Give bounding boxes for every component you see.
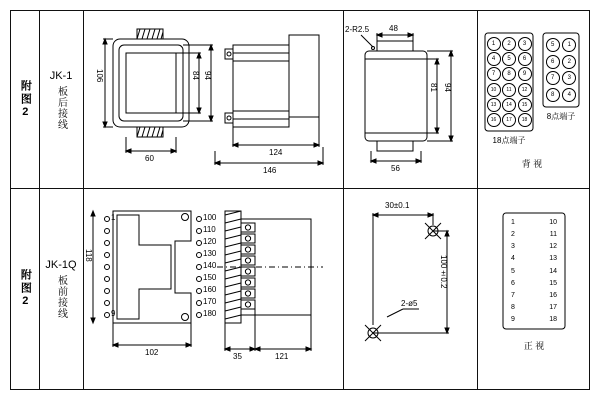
- terminal-2: 2: [511, 231, 515, 239]
- terminal-17: 17: [549, 303, 557, 311]
- row2-terminal-label-120: 120: [203, 237, 217, 246]
- row2-panel-cutout: [343, 189, 477, 389]
- terminal-1: 1: [487, 37, 501, 51]
- terminal-15: 15: [518, 98, 532, 112]
- terminal-row: [543, 71, 579, 85]
- row2-terminal-label-100: 100: [203, 213, 217, 222]
- terminal-row: [543, 38, 579, 52]
- row1-outline-drawing: [83, 11, 343, 188]
- row1-dim-r25: 2-R2.5: [345, 25, 370, 34]
- terminal-6: 6: [518, 52, 532, 66]
- terminal-4: 4: [511, 255, 515, 263]
- row2-terminal-label-1: 1: [111, 213, 116, 222]
- terminal-1b: 1: [562, 38, 576, 52]
- row1-dim-48: 48: [389, 24, 398, 33]
- terminal-7b: 7: [546, 71, 560, 85]
- row1-right-terminal-grid: [543, 33, 579, 107]
- row1-ref-label-cell: [11, 11, 39, 188]
- terminal-row: [485, 52, 533, 66]
- row2-terminal-label-160: 160: [203, 285, 217, 294]
- row1-cutout-svg: [343, 11, 477, 188]
- row1-view-caption: 背 视: [521, 159, 543, 169]
- terminal-8b: 8: [546, 88, 560, 102]
- row2-terminal-label-9: 9: [111, 309, 116, 318]
- terminal-3: 3: [518, 37, 532, 51]
- row2-terminal-label-170: 170: [203, 297, 217, 306]
- row2-dim-2xd5: 2-ø5: [401, 299, 418, 308]
- terminal-row: [485, 37, 533, 51]
- row2-outline-drawing: [83, 189, 343, 389]
- terminal-10: 10: [487, 83, 501, 97]
- terminal-3b: 3: [562, 71, 576, 85]
- terminal-3: 3: [511, 243, 515, 251]
- terminal-13: 13: [549, 255, 557, 263]
- row2-terminal-left-col: [511, 219, 534, 323]
- terminal-8: 8: [502, 67, 516, 81]
- drawing-table: [10, 10, 590, 390]
- row1-dim-56: 56: [391, 164, 400, 173]
- terminal-5b: 5: [546, 38, 560, 52]
- row1-dim-106: 106: [95, 69, 104, 83]
- terminal-9: 9: [518, 67, 532, 81]
- row2-terminal-label-110: 110: [203, 225, 216, 234]
- row1-dim-60: 60: [145, 154, 154, 163]
- row2-terminal-right-col: [534, 219, 557, 323]
- terminal-4b: 4: [562, 88, 576, 102]
- row2-terminal-layout: [477, 189, 590, 389]
- terminal-17: 17: [502, 113, 516, 127]
- row1-mounting-text: 板后接线: [55, 85, 67, 130]
- row2-dim-35: 35: [233, 352, 242, 361]
- terminal-row: [485, 67, 533, 81]
- terminal-18: 18: [518, 113, 532, 127]
- terminal-8: 8: [511, 303, 515, 311]
- row2-terminal-label-180: 180: [203, 309, 217, 318]
- terminal-1: 1: [511, 219, 515, 226]
- terminal-row: [485, 83, 533, 97]
- row1-model-cell: [39, 11, 83, 188]
- terminal-14: 14: [502, 98, 516, 112]
- row2-ref-label: 附图2: [19, 269, 32, 309]
- row2-model-cell: [39, 189, 83, 389]
- terminal-9: 9: [511, 316, 515, 323]
- row2-terminal-label-150: 150: [203, 273, 217, 282]
- terminal-2: 2: [502, 37, 516, 51]
- terminal-15: 15: [549, 279, 557, 287]
- row1-dim-94b: 94: [443, 83, 452, 92]
- row1-dim-124: 124: [269, 148, 283, 157]
- terminal-6: 6: [511, 279, 515, 287]
- terminal-11: 11: [502, 83, 516, 97]
- terminal-7: 7: [511, 291, 515, 299]
- row1-right-terminal-caption: 8点端子: [546, 112, 576, 121]
- row1-panel-cutout: [343, 11, 477, 188]
- row1-ref-label: 附图2: [19, 79, 32, 120]
- row2-view-caption: 正 视: [523, 341, 545, 351]
- row2-terminal-label-140: 140: [203, 261, 217, 270]
- terminal-13: 13: [487, 98, 501, 112]
- row2-model-name: JK-1Q: [45, 259, 77, 271]
- row2-dim-100: 100±0.2: [439, 255, 448, 289]
- row1-terminal-layout: [477, 11, 590, 188]
- terminal-11: 11: [549, 231, 557, 239]
- row1-left-terminal-caption: 18点端子: [492, 136, 526, 145]
- row1-outline-svg: [83, 11, 343, 188]
- row2-dim-102: 102: [145, 348, 159, 357]
- terminal-5: 5: [511, 267, 515, 275]
- row2-dim-30: 30±0.1: [385, 201, 410, 210]
- terminal-6b: 6: [546, 55, 560, 69]
- terminal-12: 12: [518, 83, 532, 97]
- row2-dim-118: 118: [84, 249, 93, 262]
- row2-terminal-label-130: 130: [203, 249, 217, 258]
- terminal-16: 16: [487, 113, 501, 127]
- terminal-7: 7: [487, 67, 501, 81]
- row2-mounting-text: 板前接线: [55, 275, 67, 319]
- terminal-4: 4: [487, 52, 501, 66]
- terminal-18: 18: [549, 316, 557, 323]
- terminal-row: [485, 98, 533, 112]
- terminal-12: 12: [549, 243, 557, 251]
- terminal-row: [543, 55, 579, 69]
- terminal-row: [485, 113, 533, 127]
- terminal-14: 14: [549, 267, 557, 275]
- row1-dim-94: 94: [203, 71, 212, 80]
- terminal-16: 16: [549, 291, 557, 299]
- row2-dim-121: 121: [275, 352, 289, 361]
- row1-model-name: JK-1: [49, 69, 73, 82]
- terminal-10: 10: [549, 219, 557, 226]
- row1-left-terminal-grid: [485, 33, 533, 131]
- row2-cutout-svg: [343, 189, 477, 389]
- row1-dim-81: 81: [429, 83, 438, 92]
- terminal-2b: 2: [562, 55, 576, 69]
- row2-ref-label-cell: [11, 189, 39, 389]
- row2-terminal-columns: [503, 213, 565, 329]
- terminal-row: [543, 88, 579, 102]
- row1-dim-146: 146: [263, 166, 277, 175]
- terminal-5: 5: [502, 52, 516, 66]
- row1-dim-84: 84: [191, 71, 200, 80]
